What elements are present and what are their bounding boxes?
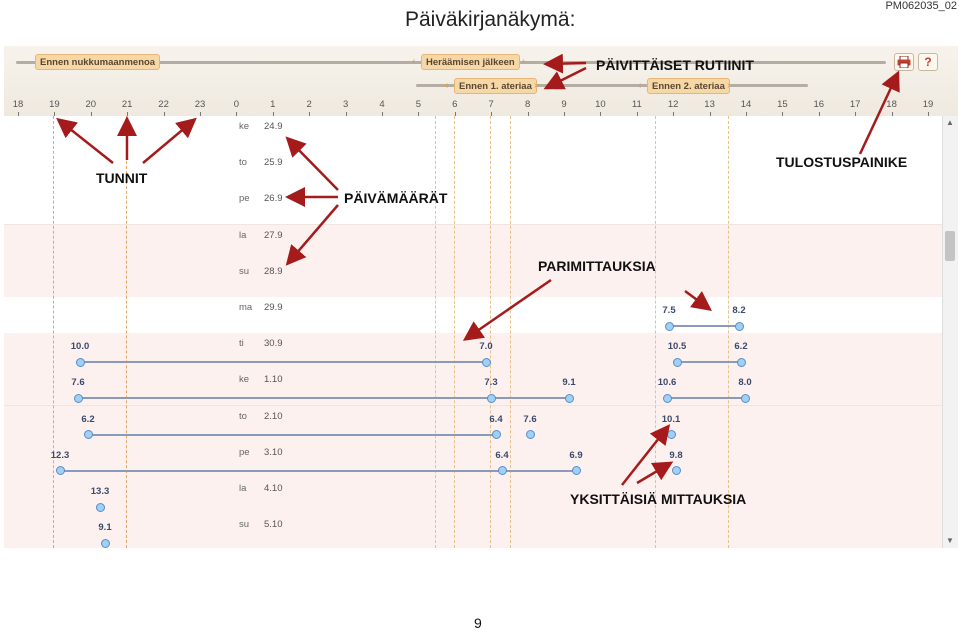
chevron-right-icon[interactable]: › <box>534 80 538 91</box>
scroll-down-icon[interactable]: ▼ <box>946 536 954 545</box>
date-label: 4.10 <box>264 483 283 494</box>
measurement-value: 8.0 <box>738 377 752 389</box>
date-label: 1.10 <box>264 374 283 386</box>
hour-label: 8 <box>524 99 531 110</box>
hour-label: 19 <box>922 99 934 110</box>
hour-label: 5 <box>415 99 422 110</box>
weekday-label: pe <box>239 446 250 458</box>
date-label: 28.9 <box>264 265 283 277</box>
hour-label: 14 <box>740 99 752 110</box>
hour-label: 23 <box>194 99 206 110</box>
date-label: 5.10 <box>264 519 283 531</box>
hour-label: 6 <box>452 99 458 110</box>
hour-label: 13 <box>704 99 715 110</box>
annotation-singles: YKSITTÄISIÄ MITTAUKSIA <box>570 491 747 507</box>
weekday-label: ke <box>239 374 250 386</box>
measurement-value: 10.5 <box>667 341 687 353</box>
chevron-left-icon[interactable]: ‹ <box>445 80 449 91</box>
date-label: 3.10 <box>264 446 283 458</box>
measurement-value: 13.3 <box>90 486 110 497</box>
hour-label: 7 <box>488 99 494 110</box>
help-button[interactable]: ? <box>918 53 938 71</box>
hour-label: 18 <box>12 99 24 110</box>
routine-before-meal-2[interactable]: Ennen 2. ateriaa <box>647 78 730 94</box>
measurement-value: 6.2 <box>81 413 95 425</box>
annotation-pairs: PARIMITTAUKSIA <box>538 258 656 274</box>
date-label: 25.9 <box>264 157 283 169</box>
hour-label: 19 <box>49 99 60 110</box>
hour-label: 9 <box>561 99 567 110</box>
chevron-left-icon[interactable]: ‹ <box>412 56 416 67</box>
hour-label: 11 <box>631 99 642 110</box>
annotation-routines: PÄIVITTÄISET RUTIINIT <box>596 57 754 73</box>
chevron-left-icon[interactable]: ‹ <box>638 80 642 91</box>
measurement-value: 7.3 <box>484 377 498 389</box>
hour-label: 17 <box>849 99 861 110</box>
measurement-value: 7.5 <box>662 305 676 316</box>
measurement-value: 10.1 <box>661 413 681 425</box>
hour-label: 4 <box>379 99 385 110</box>
measurement-value: 7.6 <box>523 413 537 425</box>
date-label: 29.9 <box>264 302 283 313</box>
date-label: 24.9 <box>264 121 283 132</box>
hour-label: 20 <box>85 99 97 110</box>
weekday-label: su <box>239 519 250 531</box>
weekday-label: la <box>239 483 247 494</box>
date-label: 27.9 <box>264 229 283 241</box>
hour-label: 10 <box>595 99 606 110</box>
measurement-value: 8.2 <box>732 305 746 316</box>
measurement-value: 6.2 <box>734 341 748 353</box>
hour-label: 21 <box>121 99 133 110</box>
chevron-right-icon[interactable]: › <box>522 56 526 67</box>
measurement-value: 10.0 <box>70 341 90 353</box>
measurement-value: 7.0 <box>479 341 493 353</box>
hour-label: 12 <box>667 99 679 110</box>
scroll-up-icon[interactable]: ▲ <box>946 118 954 127</box>
routine-bedtime[interactable]: Ennen nukkumaanmenoa <box>35 54 160 70</box>
weekday-label: ti <box>239 338 244 350</box>
measurement-value: 9.8 <box>669 449 683 461</box>
annotation-dates: PÄIVÄMÄÄRÄT <box>344 190 448 206</box>
hour-label: 2 <box>306 99 312 110</box>
weekday-label: ma <box>239 302 253 313</box>
hour-label: 15 <box>777 99 788 110</box>
measurement-value: 9.1 <box>98 522 112 534</box>
weekday-label: to <box>239 410 247 422</box>
measurement-value: 6.4 <box>495 449 509 461</box>
date-label: 2.10 <box>264 410 283 422</box>
weekday-label: pe <box>239 193 250 205</box>
measurement-value: 12.3 <box>50 449 70 461</box>
page-title: Päiväkirjanäkymä: <box>405 8 576 31</box>
weekday-label: ke <box>239 121 250 132</box>
routine-wakeup[interactable]: Heräämisen jälkeen <box>421 54 520 70</box>
measurement-value: 10.6 <box>657 377 677 389</box>
annotation-times: TUNNIT <box>96 170 148 186</box>
hour-label: 0 <box>233 99 240 110</box>
hour-label: 16 <box>813 99 825 110</box>
document-id: PM062035_02 <box>885 0 957 12</box>
hour-label: 1 <box>270 99 276 110</box>
measurement-value: 6.9 <box>569 449 583 461</box>
weekday-label: to <box>239 157 247 169</box>
measurement-value: 9.1 <box>562 377 576 389</box>
routine-before-meal-1[interactable]: Ennen 1. ateriaa <box>454 78 537 94</box>
hour-label: 3 <box>342 99 349 110</box>
chevron-right-icon[interactable]: › <box>727 80 731 91</box>
page-number: 9 <box>474 615 482 631</box>
weekday-label: la <box>239 229 247 241</box>
hour-label: 22 <box>158 99 169 110</box>
weekday-label: su <box>239 265 250 277</box>
date-label: 26.9 <box>264 193 283 205</box>
annotation-print: TULOSTUSPAINIKE <box>776 154 908 170</box>
hour-label: 18 <box>886 99 897 110</box>
date-label: 30.9 <box>264 338 283 350</box>
measurement-value: 6.4 <box>489 413 503 425</box>
measurement-value: 7.6 <box>71 377 85 389</box>
